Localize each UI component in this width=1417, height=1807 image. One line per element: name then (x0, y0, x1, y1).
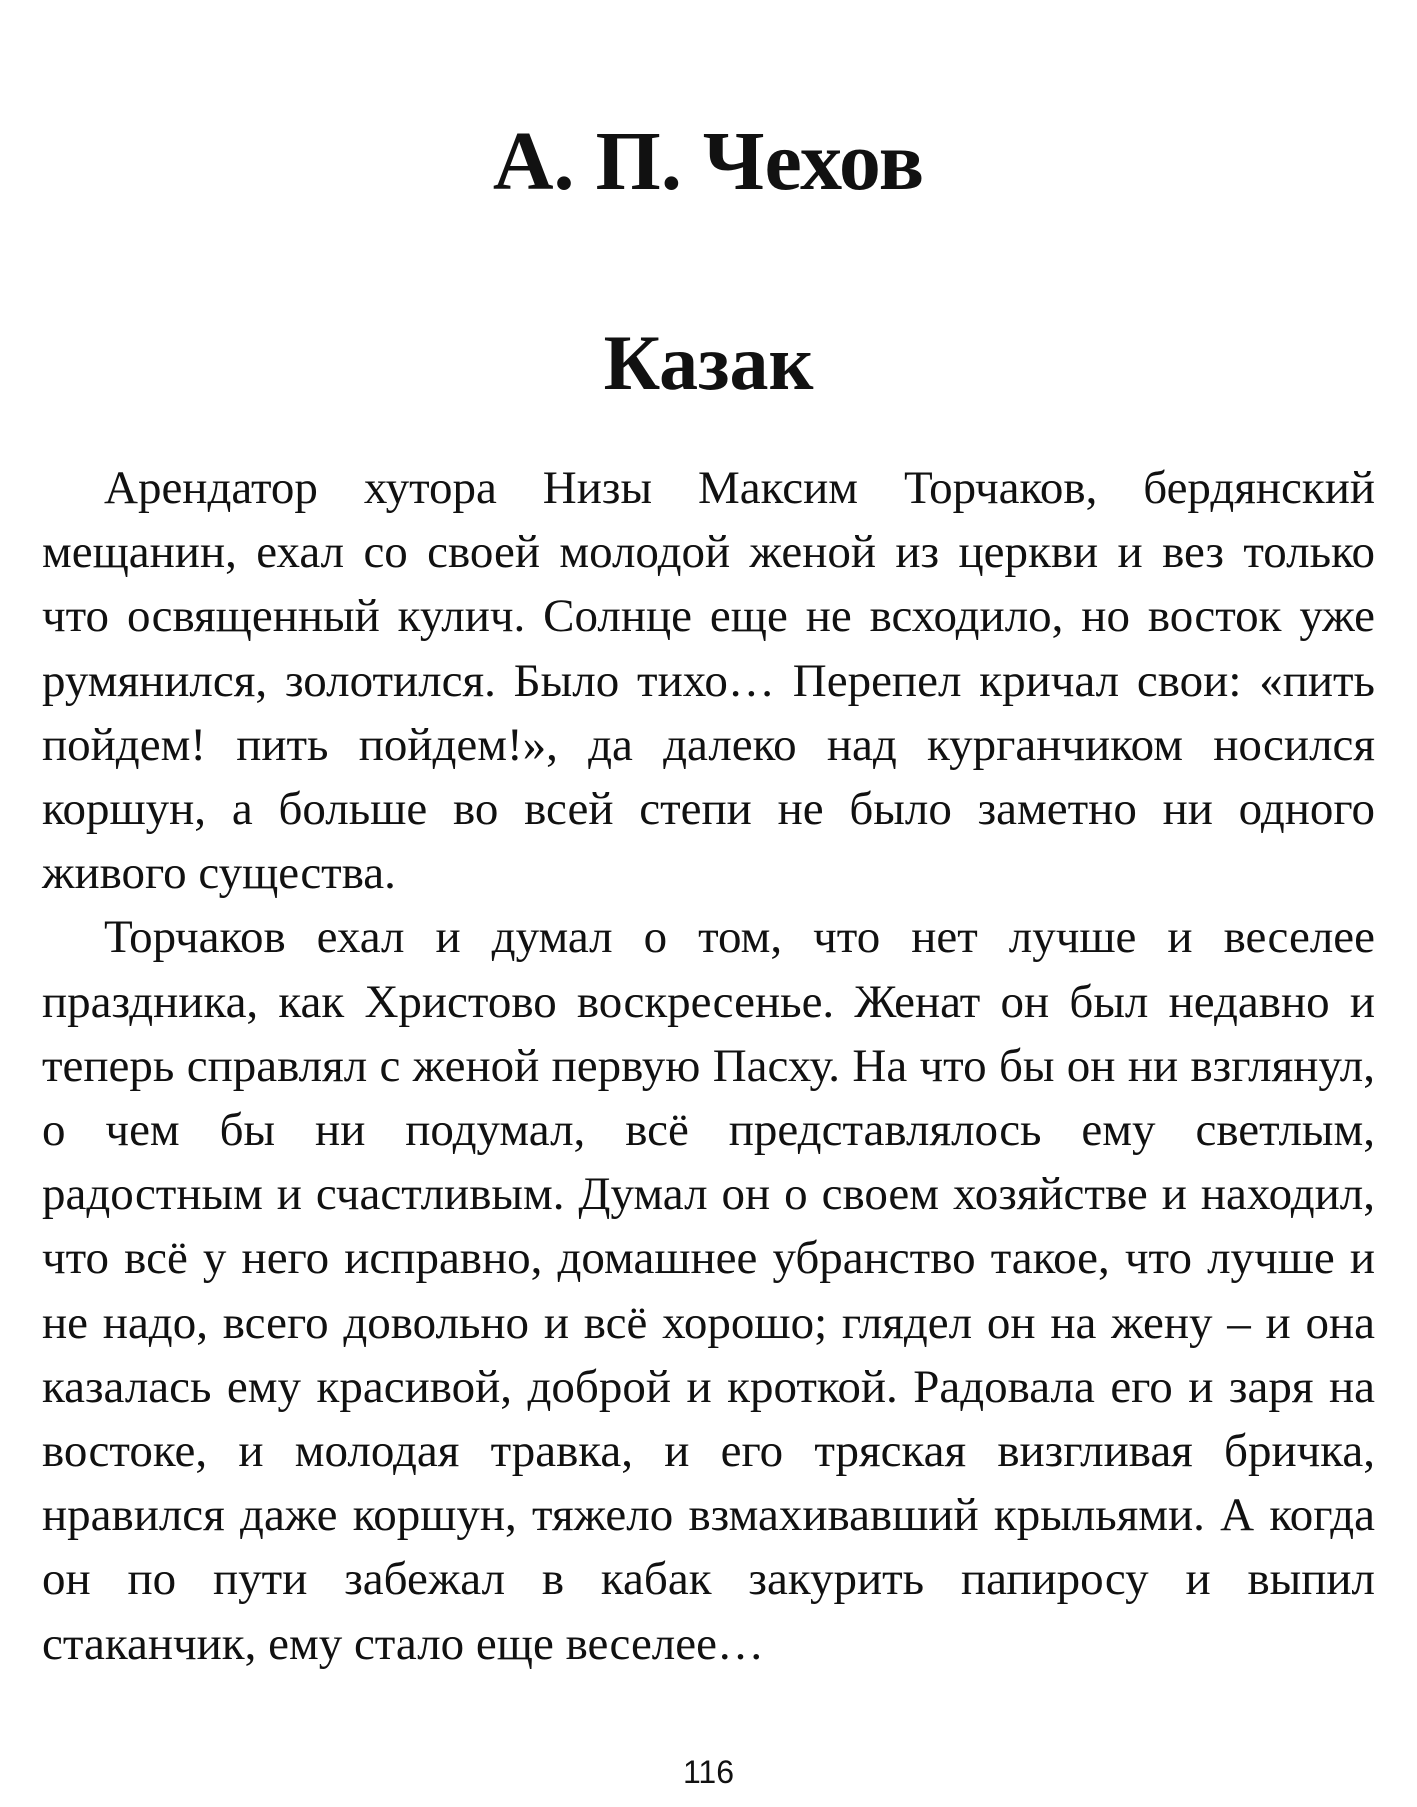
page-number: 116 (682, 1754, 734, 1790)
story-title: Казак (603, 319, 814, 406)
author-heading: А. П. Чехов (492, 115, 925, 208)
story-body (42, 456, 1375, 1676)
paragraph: Торчаков ехал и думал о том, что нет лучше и веселее праздника, как Христово воскресенье. Женат он был недавно и теперь справлял с женой первую Пасху. На что бы он ни взглянул, о чем бы ни подумал, всё представлялось ему светлым, радостным и счастливым. Думал он о своем хозяйстве и находил, что всё у него исправно, домашнее убранство такое, что лучше и не надо, всего довольно и всё хорошо; глядел он на жену – и она казалась ему красивой, доброй и кроткой. Радовала его и заря на востоке, и молодая травка, и его тряская визгливая бричка, нравился даже коршун, тяжело взмахивавший крыльями. А когда он по пути забежал в кабак закурить папиросу и выпил стаканчик, ему стало еще веселее… (42, 911, 1375, 1670)
paragraph: Арендатор хутора Низы Максим Торчаков, бердянский мещанин, ехал со своей молодой женой из церкви и вез только что освященный кулич. Солнце еще не всходило, но восток уже румянился, золотился. Было тихо… Перепел кричал свои: «пить пойдем! пить пойдем!», да далеко над курганчиком носился коршун, а больше во всей степи не было заметно ни одного живого существа. (42, 462, 1375, 900)
